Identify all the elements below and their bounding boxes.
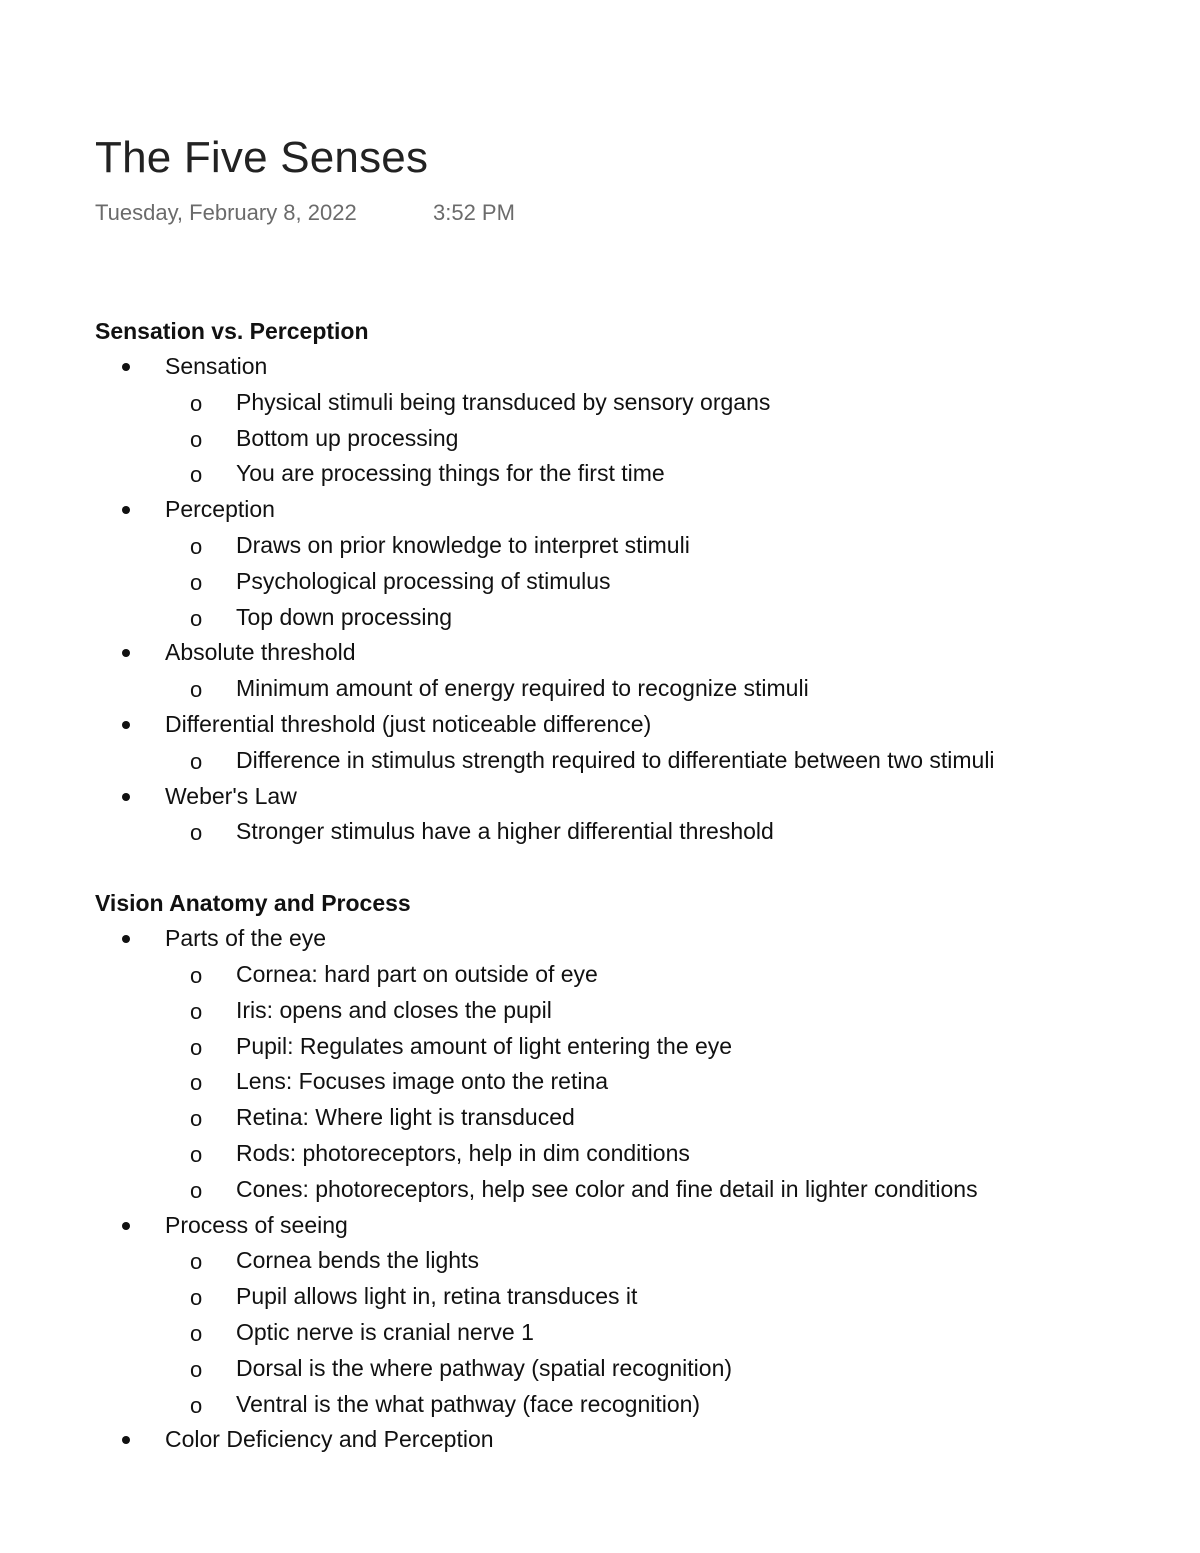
sub-bullet-item — [165, 1064, 1155, 1100]
bullet-dot-icon — [122, 649, 130, 657]
sub-bullet-item — [165, 421, 1155, 457]
hollow-bullet-icon: o — [190, 462, 203, 488]
note-section — [95, 886, 1155, 1458]
sub-bullet-text: You are processing things for the first time — [236, 460, 665, 487]
sub-bullet-text: Dorsal is the where pathway (spatial recognition) — [236, 1354, 733, 1381]
hollow-bullet-icon: o — [190, 1249, 203, 1275]
sub-bullet-item — [165, 564, 1155, 600]
bullet-dot-icon — [122, 506, 130, 514]
note-content — [95, 314, 1155, 1453]
bullet-item — [95, 779, 1155, 851]
hollow-bullet-icon: o — [190, 820, 203, 846]
sub-bullet-text: Iris: opens and closes the pupil — [236, 996, 552, 1023]
hollow-bullet-icon: o — [190, 605, 203, 631]
bullet-dot-icon — [122, 793, 130, 801]
sub-bullet-text: Lens: Focuses image onto the retina — [236, 1068, 609, 1095]
bullet-item — [95, 635, 1155, 707]
sub-bullet-list — [165, 743, 1155, 779]
bullet-dot-icon — [122, 721, 130, 729]
bullet-text: Process of seeing — [165, 1211, 348, 1238]
sub-bullet-text: Stronger stimulus have a higher differential threshold — [236, 818, 774, 845]
bullet-item — [95, 492, 1155, 635]
sub-bullet-list — [165, 385, 1155, 492]
sub-bullet-item — [165, 1243, 1155, 1279]
sub-bullet-item — [165, 528, 1155, 564]
sub-bullet-text: Physical stimuli being transduced by sensory organs — [236, 388, 771, 415]
page-date: Tuesday, February 8, 2022 — [95, 200, 357, 225]
hollow-bullet-icon: o — [190, 998, 203, 1024]
sub-bullet-text: Bottom up processing — [236, 424, 459, 451]
hollow-bullet-icon: o — [190, 1177, 203, 1203]
sub-bullet-item — [165, 1172, 1155, 1208]
sub-bullet-item — [165, 600, 1155, 636]
bullet-dot-icon — [122, 1436, 130, 1444]
bullet-item — [95, 1422, 1155, 1458]
page-meta — [95, 198, 515, 228]
sub-bullet-item — [165, 1387, 1155, 1423]
sub-bullet-list — [165, 671, 1155, 707]
sub-bullet-text: Rods: photoreceptors, help in dim conditions — [236, 1139, 690, 1166]
bullet-text: Sensation — [165, 353, 268, 379]
hollow-bullet-icon: o — [190, 1034, 203, 1060]
sub-bullet-item — [165, 1100, 1155, 1136]
sub-bullet-item — [165, 1279, 1155, 1315]
sub-bullet-item — [165, 1136, 1155, 1172]
sub-bullet-item — [165, 1029, 1155, 1065]
bullet-text: Perception — [165, 496, 275, 523]
sub-bullet-text: Difference in stimulus strength required to differentiate between two stimuli — [236, 746, 995, 773]
bullet-text: Color Deficiency and Perception — [165, 1426, 494, 1453]
sub-bullet-item — [165, 456, 1155, 492]
hollow-bullet-icon: o — [190, 390, 203, 416]
sub-bullet-text: Pupil: Regulates amount of light entering the eye — [236, 1032, 733, 1059]
sub-bullet-list — [165, 957, 1155, 1208]
bullet-item — [95, 1208, 1155, 1423]
hollow-bullet-icon: o — [190, 962, 203, 988]
sub-bullet-list — [165, 1243, 1155, 1422]
bullet-dot-icon — [122, 935, 130, 943]
bullet-dot-icon — [122, 1222, 130, 1230]
page-time: 3:52 PM — [433, 200, 515, 225]
sub-bullet-item — [165, 743, 1155, 779]
bullet-text: Parts of the eye — [165, 925, 327, 952]
section-heading: Vision Anatomy and Process — [95, 890, 411, 917]
hollow-bullet-icon: o — [190, 569, 203, 595]
hollow-bullet-icon: o — [190, 1356, 203, 1382]
sub-bullet-list — [165, 814, 1155, 850]
sub-bullet-list — [165, 528, 1155, 635]
sub-bullet-item — [165, 671, 1155, 707]
section-heading: Sensation vs. Perception — [95, 318, 369, 344]
sub-bullet-text: Optic nerve is cranial nerve 1 — [236, 1318, 534, 1345]
bullet-item — [95, 707, 1155, 779]
bullet-item — [95, 349, 1155, 492]
sub-bullet-text: Cornea bends the lights — [236, 1247, 479, 1274]
sub-bullet-item — [165, 385, 1155, 421]
bullet-text: Absolute threshold — [165, 639, 356, 666]
hollow-bullet-icon: o — [190, 1320, 203, 1346]
hollow-bullet-icon: o — [190, 1285, 203, 1311]
sub-bullet-item — [165, 814, 1155, 850]
sub-bullet-item — [165, 1351, 1155, 1387]
sub-bullet-text: Pupil allows light in, retina transduces it — [236, 1283, 638, 1310]
hollow-bullet-icon: o — [190, 1392, 203, 1418]
hollow-bullet-icon: o — [190, 533, 203, 559]
bullet-item — [95, 921, 1155, 1207]
sub-bullet-text: Minimum amount of energy required to recognize stimuli — [236, 675, 809, 702]
sub-bullet-text: Top down processing — [236, 603, 453, 630]
hollow-bullet-icon: o — [190, 677, 203, 703]
note-section — [95, 314, 1155, 850]
sub-bullet-item — [165, 993, 1155, 1029]
bullet-list — [95, 921, 1155, 1458]
page-title: The Five Senses — [95, 133, 429, 182]
hollow-bullet-icon: o — [190, 426, 203, 452]
hollow-bullet-icon: o — [190, 748, 203, 774]
hollow-bullet-icon: o — [190, 1070, 203, 1096]
hollow-bullet-icon: o — [190, 1141, 203, 1167]
sub-bullet-text: Cornea: hard part on outside of eye — [236, 960, 598, 987]
sub-bullet-text: Cones: photoreceptors, help see color and fine detail in lighter conditions — [236, 1175, 978, 1202]
sub-bullet-text: Ventral is the what pathway (face recognition) — [236, 1390, 701, 1417]
sub-bullet-text: Psychological processing of stimulus — [236, 567, 611, 594]
sub-bullet-item — [165, 1315, 1155, 1351]
bullet-dot-icon — [122, 363, 130, 371]
hollow-bullet-icon: o — [190, 1106, 203, 1132]
sub-bullet-text: Retina: Where light is transduced — [236, 1104, 575, 1131]
sub-bullet-text: Draws on prior knowledge to interpret stimuli — [236, 531, 690, 558]
bullet-list — [95, 349, 1155, 850]
bullet-text: Weber's Law — [165, 782, 297, 809]
bullet-text: Differential threshold (just noticeable difference) — [165, 710, 652, 737]
sub-bullet-item — [165, 957, 1155, 993]
